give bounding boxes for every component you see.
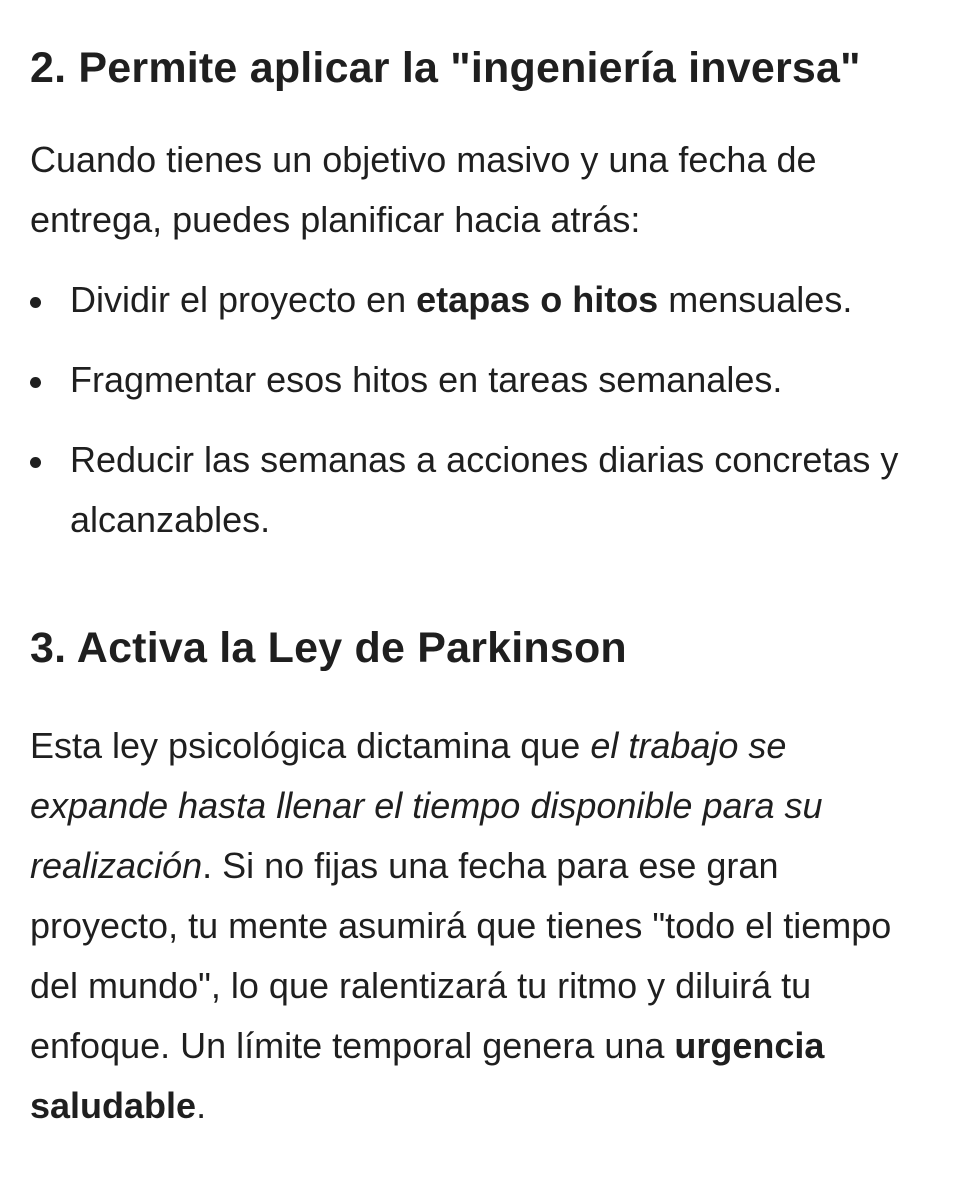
paragraph-text: Esta ley psicológica dictamina que	[30, 725, 591, 766]
section-3-heading: 3. Activa la Ley de Parkinson	[30, 624, 627, 672]
section-2-bullet-list	[30, 270, 934, 550]
bullet-dot-icon	[30, 457, 41, 468]
bullet-text: mensuales.	[658, 279, 853, 320]
section-2-heading: 2. Permite aplicar la "ingeniería inversa"	[30, 44, 861, 92]
bullet-dot-icon	[30, 297, 41, 308]
paragraph-bold-text: urgencia saludable	[30, 1025, 825, 1126]
bullet-text: Fragmentar esos hitos en tareas semanales.	[70, 359, 783, 400]
bullet-text: Reducir las semanas a acciones diarias concretas y alcanzables.	[70, 439, 899, 540]
paragraph-italic-text: el trabajo se expande hasta llenar el tiempo disponible para su realización	[30, 725, 823, 886]
bullet-dot-icon	[30, 377, 41, 388]
paragraph-text: .	[196, 1085, 207, 1126]
bullet-bold-text: etapas o hitos	[416, 279, 659, 320]
paragraph-text: . Si no fijas una fecha para ese gran proyecto, tu mente asumirá que tienes "todo el tiempo del mundo", lo que ralentizará tu ritmo y diluirá tu enfoque. Un límite temporal genera una	[30, 845, 892, 1066]
section-3-paragraph	[30, 716, 934, 1136]
bullet-text: Dividir el proyecto en	[70, 279, 417, 320]
section-2-intro: Cuando tienes un objetivo masivo y una fecha de entrega, puedes planificar hacia atrás:	[30, 139, 817, 240]
bullet-item	[30, 350, 934, 410]
bullet-item	[30, 270, 934, 330]
bullet-item	[30, 430, 934, 550]
